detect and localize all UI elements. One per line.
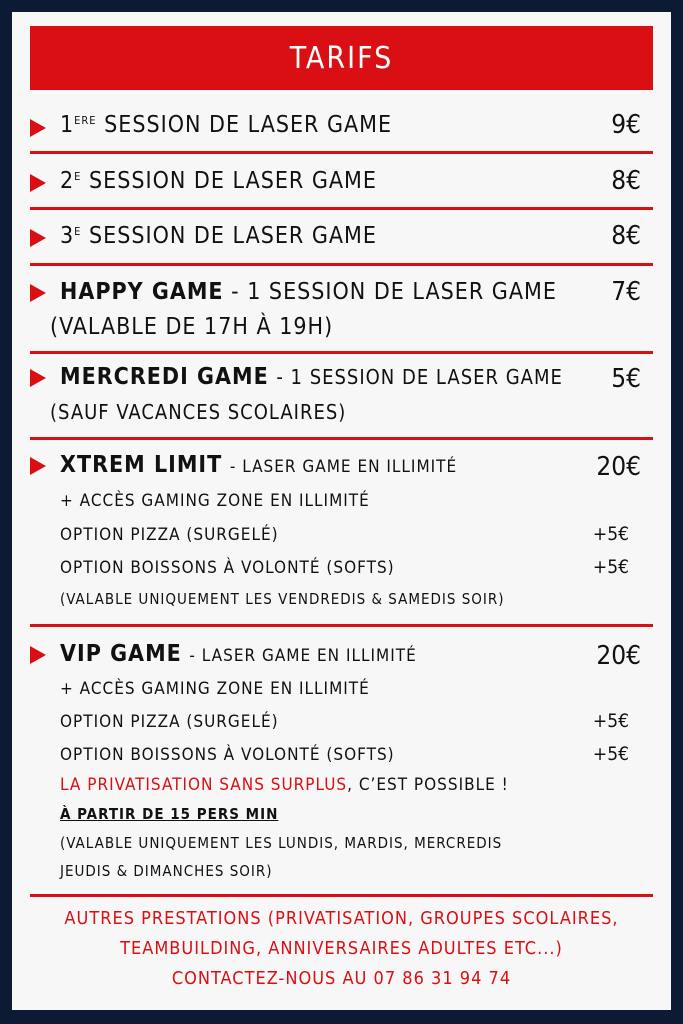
xtrem-option-pizza-price: +5€ <box>592 523 629 545</box>
xtrem-limit-desc: - LASER GAME EN ILLIMITÉ <box>229 457 458 477</box>
vip-privatisation-text: , C’EST POSSIBLE ! <box>347 775 509 795</box>
mercredi-game-name: MERCREDI GAME <box>60 364 269 390</box>
mercredi-game-price: 5€ <box>611 364 641 394</box>
vip-gaming-zone: + ACCÈS GAMING ZONE EN ILLIMITÉ <box>60 679 370 699</box>
mercredi-game-desc: - 1 SESSION DE LASER GAME <box>276 365 563 389</box>
vip-game-desc: - LASER GAME EN ILLIMITÉ <box>189 646 417 666</box>
item-price: 8€ <box>611 166 641 196</box>
price-card <box>12 12 671 1010</box>
xtrem-limit-name: XTREM LIMIT <box>60 452 223 478</box>
item-label: 1ERE SESSION DE LASER GAME <box>60 112 393 138</box>
footer-line1: AUTRES PRESTATIONS (PRIVATISATION, GROUPES SCOLAIRES, <box>64 908 619 929</box>
divider <box>30 624 653 627</box>
xtrem-gaming-zone: + ACCÈS GAMING ZONE EN ILLIMITÉ <box>60 491 370 511</box>
happy-game-note: (VALABLE DE 17H À 19H) <box>50 314 334 340</box>
triangle-icon <box>30 174 46 192</box>
page-title: TARIFS <box>30 26 653 90</box>
xtrem-option-drinks-price: +5€ <box>592 556 629 578</box>
vip-min-people: À PARTIR DE 15 PERS MIN <box>60 805 279 823</box>
divider <box>30 894 653 897</box>
triangle-icon <box>30 229 46 247</box>
vip-option-drinks: OPTION BOISSONS À VOLONTÉ (SOFTS) <box>60 745 395 765</box>
vip-option-drinks-price: +5€ <box>592 743 629 765</box>
divider <box>30 263 653 266</box>
item-price: 9€ <box>611 110 641 140</box>
xtrem-option-drinks: OPTION BOISSONS À VOLONTÉ (SOFTS) <box>60 558 395 578</box>
triangle-icon <box>30 457 46 475</box>
footer-contact: CONTACTEZ-NOUS AU 07 86 31 94 74 <box>171 968 512 989</box>
vip-option-pizza-price: +5€ <box>592 710 629 732</box>
mercredi-game-note: (SAUF VACANCES SCOLAIRES) <box>50 400 347 424</box>
divider <box>30 151 653 154</box>
vip-game-price: 20€ <box>596 641 641 671</box>
triangle-icon <box>30 284 46 302</box>
item-label: $2^E$ SESSION DE LASER GAME <box>60 168 377 194</box>
vip-privatisation-highlight: LA PRIVATISATION SANS SURPLUS <box>60 775 348 795</box>
xtrem-option-pizza: OPTION PIZZA (SURGELÉ) <box>60 525 279 545</box>
divider <box>30 207 653 210</box>
vip-game-name: VIP GAME <box>60 641 182 667</box>
divider <box>30 351 653 354</box>
footer-line2: TEAMBUILDING, ANNIVERSAIRES ADULTES ETC...) <box>120 938 563 959</box>
vip-note-line1: (VALABLE UNIQUEMENT LES LUNDIS, MARDIS, MERCREDIS <box>60 834 503 852</box>
item-price: 8€ <box>611 221 641 251</box>
happy-game-name: HAPPY GAME <box>60 279 224 305</box>
triangle-icon <box>30 119 46 137</box>
triangle-icon <box>30 369 46 387</box>
happy-game-price: 7€ <box>611 277 641 307</box>
vip-option-pizza: OPTION PIZZA (SURGELÉ) <box>60 712 279 732</box>
divider <box>30 437 653 440</box>
item-label: $3^E$ SESSION DE LASER GAME <box>60 223 377 249</box>
happy-game-desc: - 1 SESSION DE LASER GAME <box>231 279 557 305</box>
xtrem-note: (VALABLE UNIQUEMENT LES VENDREDIS & SAMEDIS SOIR) <box>60 590 505 608</box>
triangle-icon <box>30 646 46 664</box>
vip-note-line2: JEUDIS & DIMANCHES SOIR) <box>60 862 273 880</box>
xtrem-limit-price: 20€ <box>596 452 641 482</box>
